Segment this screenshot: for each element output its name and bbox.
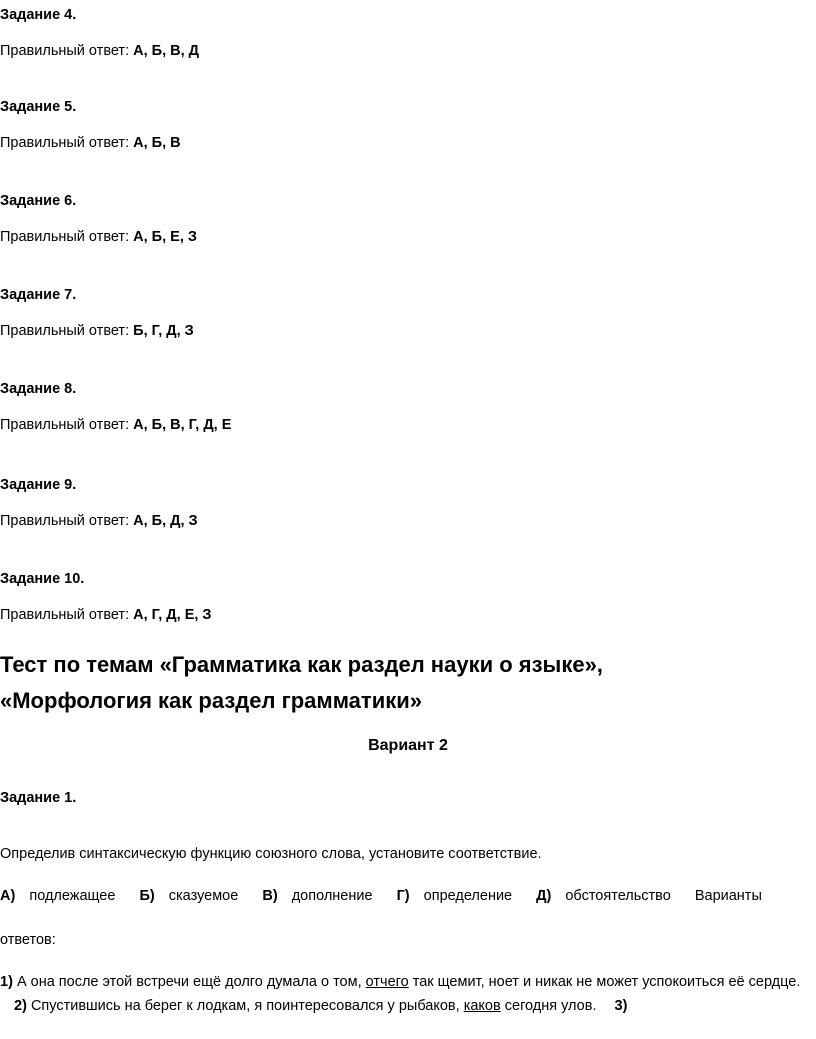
task-4-answer: [0, 42, 199, 60]
sentence-2-text-start: Спустившись на берег к лодкам, я поинтересовался у рыбаков,: [30, 998, 460, 1014]
test-title-line-1: Тест по темам «Грамматика как раздел науки о языке»,: [0, 652, 603, 677]
option-text: подлежащее: [29, 888, 116, 904]
task-7-answer: [0, 322, 194, 340]
task-5-title: Задание 5.: [0, 99, 77, 115]
option-text: дополнение: [291, 888, 373, 904]
test-title-line-2: «Морфология как раздел грамматики»: [0, 688, 422, 713]
answer-value: А, Б, Д, З: [133, 513, 198, 529]
answer-label: Правильный ответ:: [0, 135, 130, 151]
sentence-3-number: 3): [614, 998, 628, 1014]
option-letter: Д): [536, 888, 552, 904]
variants-label: Варианты: [694, 888, 762, 904]
option-text: определение: [423, 888, 513, 904]
task-10-answer: [0, 606, 212, 624]
option-letter: А): [0, 888, 16, 904]
answer-label: Правильный ответ:: [0, 229, 130, 245]
sentence-1-underlined-word: отчего: [365, 974, 409, 990]
sentence-1-text-start: А она после этой встречи ещё долго думала о том,: [16, 974, 362, 990]
options-row: [0, 887, 816, 905]
answer-label: Правильный ответ:: [0, 43, 130, 59]
answer-label: Правильный ответ:: [0, 323, 130, 339]
task-1-instruction: Определив синтаксическую функцию союзного слова, установите соответствие.: [0, 846, 542, 862]
option-letter: Г): [396, 888, 410, 904]
task-8-answer: [0, 416, 231, 434]
option-text: сказуемое: [168, 888, 239, 904]
answer-label: Правильный ответ:: [0, 513, 130, 529]
answer-value: А, Б, Е, З: [133, 229, 197, 245]
task-9-title: Задание 9.: [0, 477, 77, 493]
sentence-2-number: 2): [14, 998, 27, 1014]
task-9-answer: [0, 512, 198, 530]
sentences-paragraph: [0, 970, 816, 1018]
sentence-2-underlined-word: каков: [463, 998, 501, 1014]
variant-heading: Вариант 2: [368, 737, 448, 754]
answer-value: А, Б, В, Г, Д, Е: [133, 417, 232, 433]
answer-value: А, Б, В, Д: [133, 43, 200, 59]
sentence-1-number: 1): [0, 974, 13, 990]
task-6-title: Задание 6.: [0, 193, 77, 209]
task-10-title: Задание 10.: [0, 571, 85, 587]
task-8-title: Задание 8.: [0, 381, 77, 397]
task-4-title: Задание 4.: [0, 7, 77, 23]
task-7-title: Задание 7.: [0, 287, 77, 303]
option-letter: В): [262, 888, 278, 904]
sentence-2-text-end: сегодня улов.: [504, 998, 597, 1014]
task-1-title: Задание 1.: [0, 790, 77, 806]
option-text: обстоятельство: [565, 888, 671, 904]
variants-label-continued: ответов:: [0, 932, 56, 948]
task-5-answer: [0, 134, 181, 152]
answer-value: А, Б, В: [133, 135, 181, 151]
sentence-1-text-end: так щемит, ноет и никак не может успокоиться её сердце.: [412, 974, 801, 990]
option-letter: Б): [139, 888, 155, 904]
answer-value: А, Г, Д, Е, З: [133, 607, 212, 623]
answer-value: Б, Г, Д, З: [133, 323, 194, 339]
task-6-answer: [0, 228, 197, 246]
answer-label: Правильный ответ:: [0, 417, 130, 433]
answer-label: Правильный ответ:: [0, 607, 130, 623]
